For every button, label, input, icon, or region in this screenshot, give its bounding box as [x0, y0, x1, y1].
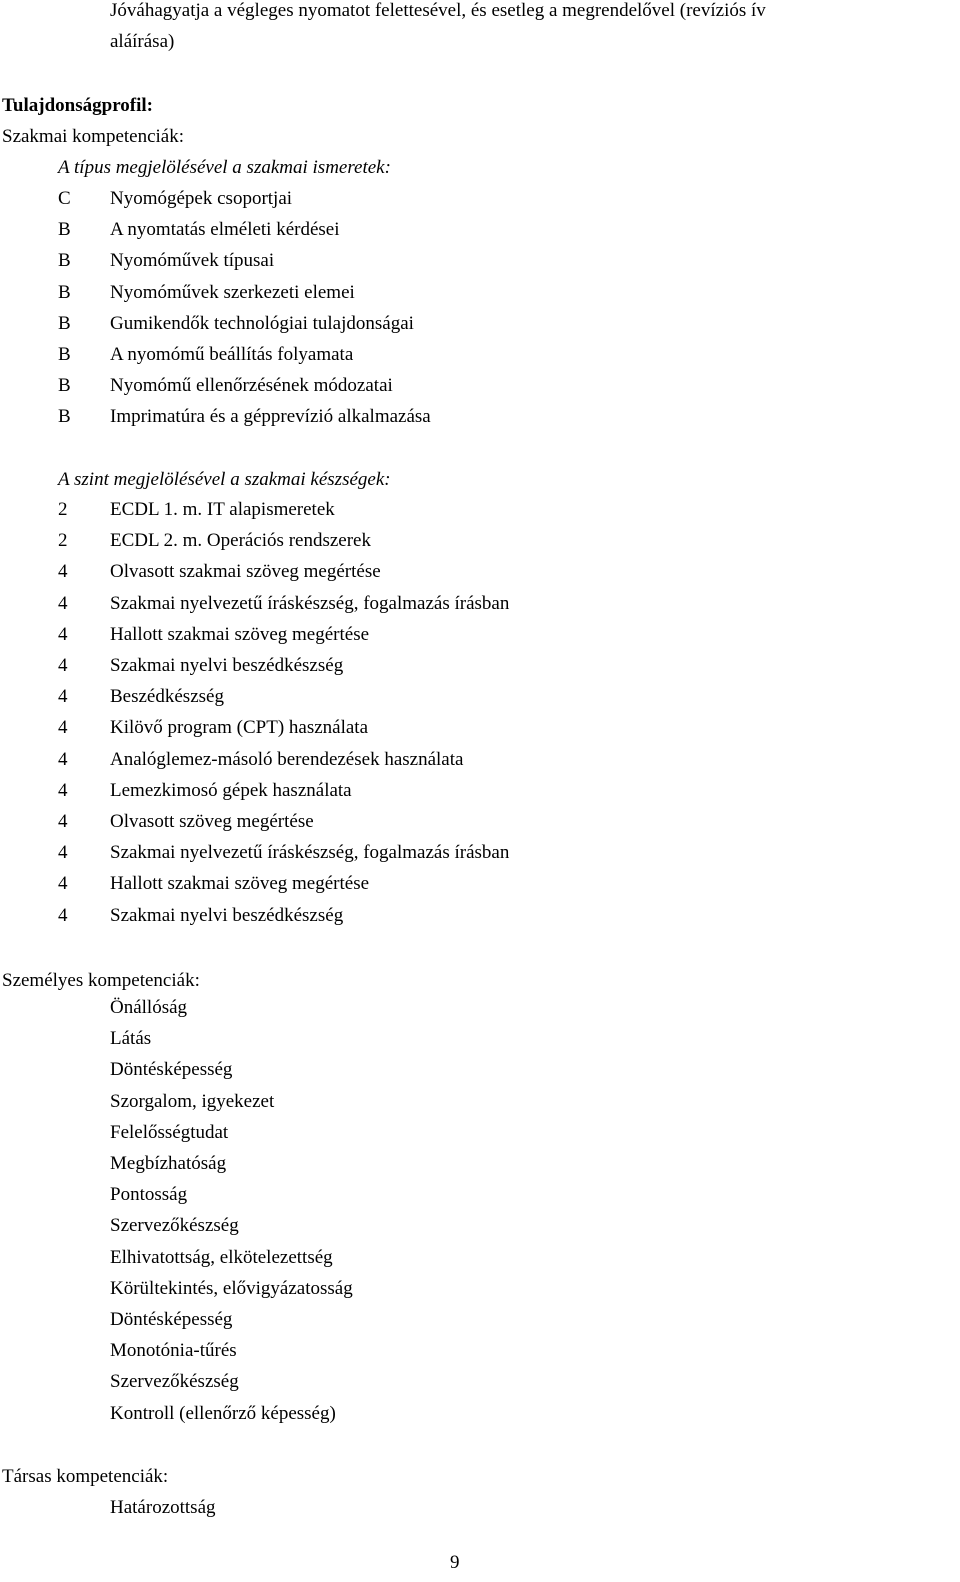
item-text: Hallott szakmai szöveg megértése: [110, 623, 370, 645]
list-item: [0, 219, 960, 241]
profile-title: Tulajdonságprofil:: [2, 95, 153, 116]
item-code: 4: [58, 717, 68, 739]
list-item: [0, 997, 960, 1019]
item-text: Gumikendők technológiai tulajdonságai: [110, 312, 414, 334]
list-item: [0, 1340, 960, 1362]
item-text: Szervezőkészség: [110, 1371, 239, 1393]
list-item: [0, 499, 960, 521]
item-code: 4: [58, 842, 68, 864]
item-text: Döntésképesség: [110, 1059, 233, 1081]
list-item: [0, 1122, 960, 1144]
list-item: [0, 873, 960, 895]
list-item: [0, 655, 960, 677]
item-code: 2: [58, 530, 68, 552]
item-text: Szervezőkészség: [110, 1215, 239, 1237]
item-code: 4: [58, 904, 68, 926]
personal-competencies-label: Személyes kompetenciák:: [2, 970, 200, 991]
list-item: [0, 1403, 960, 1425]
skills-heading: A szint megjelölésével a szakmai készségek:: [58, 469, 391, 490]
item-code: 4: [58, 655, 68, 676]
item-text: Kontroll (ellenőrző képesség): [110, 1402, 336, 1424]
list-item: [0, 188, 960, 210]
list-item: [0, 686, 960, 708]
item-text: Pontosság: [110, 1184, 188, 1206]
item-text: Határozottság: [110, 1497, 216, 1518]
item-text: Látás: [110, 1028, 152, 1050]
list-item: [0, 905, 960, 927]
intro-line-2: aláírása): [110, 31, 175, 52]
item-text: Hallott szakmai szöveg megértése: [110, 873, 370, 895]
item-code: B: [58, 375, 71, 397]
list-item: [0, 375, 960, 397]
item-text: Körültekintés, elővigyázatosság: [110, 1277, 353, 1299]
list-item: [0, 1278, 960, 1300]
list-item: [0, 1371, 960, 1393]
list-item: [0, 1028, 960, 1050]
knowledge-heading: A típus megjelölésével a szakmai ismeretek:: [58, 157, 391, 178]
item-code: 4: [58, 748, 68, 770]
item-code: B: [58, 219, 71, 241]
item-code: B: [58, 406, 71, 428]
item-text: A nyomómű beállítás folyamata: [110, 344, 354, 365]
item-text: Önállóság: [110, 997, 188, 1018]
list-item: [0, 1153, 960, 1175]
list-item: [0, 842, 960, 864]
list-item: [0, 344, 960, 366]
intro-line-1: Jóváhagyatja a végleges nyomatot felettesével, és esetleg a megrendelővel (revíziós ív: [110, 0, 766, 21]
item-text: Döntésképesség: [110, 1309, 233, 1330]
item-text: Szakmai nyelvezetű íráskészség, fogalmazás írásban: [110, 842, 510, 864]
item-text: Szakmai nyelvi beszédkészség: [110, 904, 344, 926]
list-item: [0, 624, 960, 646]
list-item: [0, 313, 960, 335]
list-item: [0, 1091, 960, 1113]
item-text: ECDL 1. m. IT alapismeretek: [110, 499, 335, 520]
item-text: Nyomómű ellenőrzésének módozatai: [110, 375, 393, 397]
list-item: [0, 749, 960, 771]
list-item: [0, 530, 960, 552]
item-code: C: [58, 188, 71, 209]
list-item: [0, 1215, 960, 1237]
item-text: Elhivatottság, elkötelezettség: [110, 1246, 333, 1268]
item-code: 4: [58, 811, 68, 832]
item-text: Szakmai nyelvi beszédkészség: [110, 655, 344, 676]
item-text: Nyomóművek típusai: [110, 250, 275, 272]
list-item: [0, 1247, 960, 1269]
item-text: Beszédkészség: [110, 686, 224, 708]
item-text: Szorgalom, igyekezet: [110, 1090, 275, 1112]
item-code: 4: [58, 779, 68, 801]
item-code: B: [58, 312, 71, 334]
item-text: Felelősségtudat: [110, 1121, 229, 1143]
item-code: 4: [58, 686, 68, 708]
item-text: Kilövő program (CPT) használata: [110, 717, 369, 739]
item-code: B: [58, 344, 71, 365]
item-text: Szakmai nyelvezetű íráskészség, fogalmazás írásban: [110, 592, 510, 614]
item-code: 4: [58, 873, 68, 895]
list-item: [0, 282, 960, 304]
item-code: 4: [58, 561, 68, 583]
item-text: Olvasott szakmai szöveg megértése: [110, 561, 381, 583]
list-item: [0, 811, 960, 833]
list-item: [0, 1059, 960, 1081]
list-item: [0, 561, 960, 583]
item-code: 4: [58, 623, 68, 645]
list-item: [0, 780, 960, 802]
item-text: Lemezkimosó gépek használata: [110, 779, 352, 801]
item-text: Nyomóművek szerkezeti elemei: [110, 281, 355, 303]
item-text: Analóglemez-másoló berendezések használata: [110, 748, 464, 770]
item-text: A nyomtatás elméleti kérdései: [110, 219, 340, 241]
list-item: [0, 593, 960, 615]
page-number: 9: [450, 1552, 460, 1573]
item-code: B: [58, 250, 71, 272]
item-code: B: [58, 281, 71, 303]
item-text: Imprimatúra és a gépprevízió alkalmazása: [110, 406, 431, 428]
list-item: [0, 1184, 960, 1206]
item-text: ECDL 2. m. Operációs rendszerek: [110, 530, 371, 552]
list-item: [0, 250, 960, 272]
professional-competencies-label: Szakmai kompetenciák:: [2, 126, 185, 147]
item-code: 4: [58, 592, 68, 614]
item-text: Nyomógépek csoportjai: [110, 188, 293, 209]
list-item: [0, 1497, 960, 1519]
list-item: [0, 1309, 960, 1331]
item-text: Megbízhatóság: [110, 1153, 227, 1174]
item-code: 2: [58, 499, 68, 520]
list-item: [0, 717, 960, 739]
social-competencies-label: Társas kompetenciák:: [2, 1466, 169, 1487]
list-item: [0, 406, 960, 428]
item-text: Monotónia-tűrés: [110, 1340, 237, 1362]
item-text: Olvasott szöveg megértése: [110, 811, 314, 832]
